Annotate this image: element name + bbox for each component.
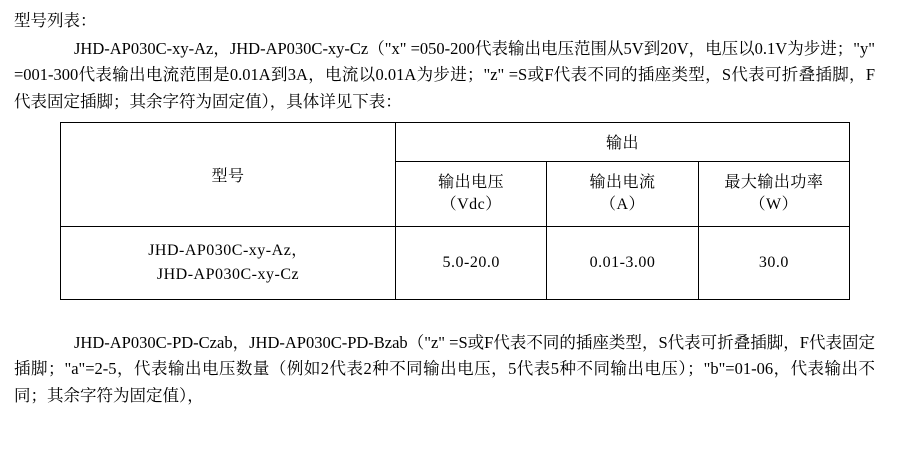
table-row [61,226,850,299]
table-cell-model [61,226,396,299]
table-cell-current: 0.01-3.00 [547,226,698,299]
table-header-output-current-line1: 输出电流 [589,174,656,192]
table-header-output-voltage [396,161,547,226]
table-header-output-voltage-line1: 输出电压 [438,174,505,192]
table-header-output-voltage-line2: （Vdc） [440,195,502,213]
paragraph-2-line-1: JHD-AP030C-PD-Czab，JHD-AP030C-PD-Bzab（"z" =S或F代表不同的插座类型，S [74,332,668,352]
paragraph-1-rest: 20V，电压以0.1V为步进；"y" =001-300代表输出电流范围是0.01A到3A，电流以0.01A为步进；"z" =S或F代表不同的插座类型，S代表可折叠插脚，F代表固定插脚；其余字符为固定值），具体详见下表： [14,38,875,111]
paragraph-model-list-2 [14,330,875,410]
table-header-output-current [547,161,698,226]
table-cell-model-line2: JHD-AP030C-xy-Cz [156,265,300,283]
table-header-max-output-power-line2: （W） [749,195,799,213]
page-title: 型号列表： [14,11,97,30]
paragraph-model-list-1 [14,36,875,116]
section-spacer [14,300,875,330]
table-cell-power: 30.0 [698,226,849,299]
table-header-max-output-power-line1: 最大输出功率 [724,174,824,192]
table-header-output-current-line2: （A） [599,195,646,213]
table-cell-voltage: 5.0-20.0 [396,226,547,299]
table-cell-model-line1: JHD-AP030C-xy-Az， [148,241,308,259]
specification-table [60,122,850,300]
table-header-model: 型号 [61,122,396,226]
paragraph-1-line-1: JHD-AP030C-xy-Az，JHD-AP030C-xy-Cz（"x" =050-200代表输出电压范围从5V到 [74,38,661,58]
table-header-output-group: 输出 [396,122,850,161]
paragraph-2-rest: 代表可折叠插脚，F代表固定插脚；"a"=2-5，代表输出电压数量（例如2代表2种不同输出电压，5代表5种不同输出电压）；"b"=01-06，代表输出不同；其余字符为固定值）， [14,332,875,406]
table-header-row-1 [61,122,850,161]
table-header-max-output-power [698,161,849,226]
